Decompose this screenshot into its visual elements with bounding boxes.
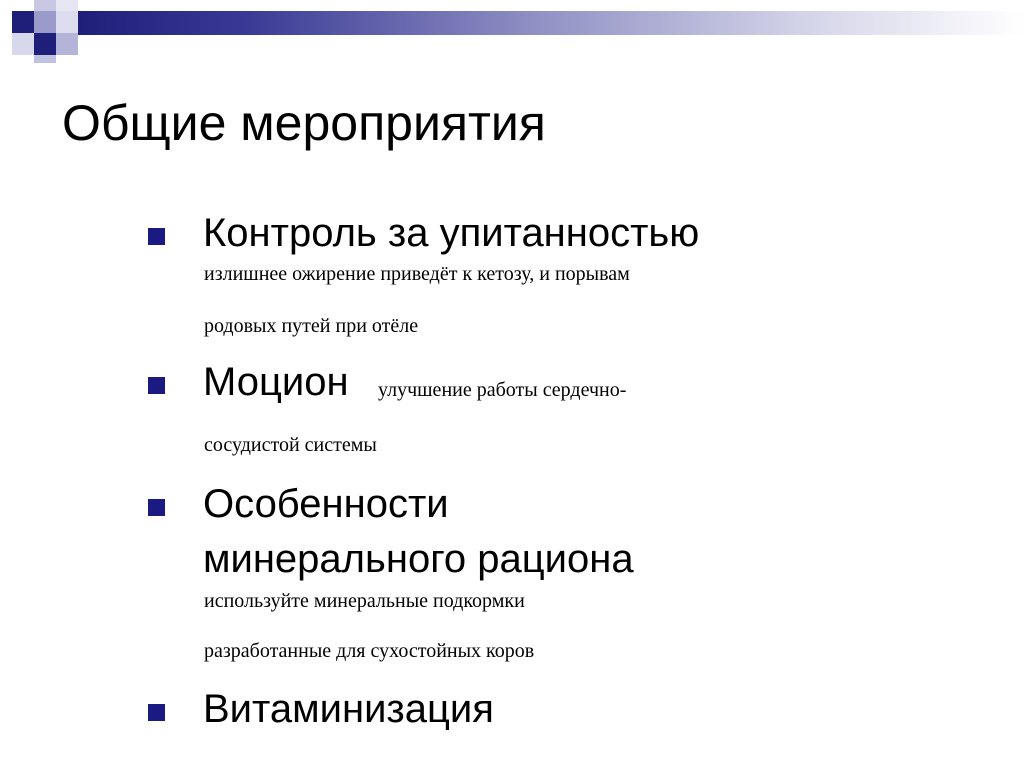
item-heading-vitaminization: Витаминизация xyxy=(203,687,494,731)
item-detail-line: сосудистой системы xyxy=(204,434,377,456)
item-heading-mineral-diet-line2: минерального рациона xyxy=(203,537,634,581)
item-detail-line: родовых путей при отёле xyxy=(204,315,419,337)
item-detail-inline: улучшение работы сердечно- xyxy=(378,379,627,401)
item-heading-exercise: Моцион xyxy=(203,360,349,404)
bullet-square-icon xyxy=(148,499,165,516)
slide-title: Общие мероприятия xyxy=(62,95,546,151)
item-heading-weight-control: Контроль за упитанностью xyxy=(203,211,700,255)
bullet-square-icon xyxy=(148,704,165,721)
item-detail-line: разработанные для сухостойных коров xyxy=(204,640,535,662)
item-detail-line: излишнее ожирение приведёт к кетозу, и порывам xyxy=(204,263,630,285)
header-gradient-bar xyxy=(78,11,1024,35)
item-heading-mineral-diet: Особенности xyxy=(203,482,449,526)
item-detail-line: используйте минеральные подкормки xyxy=(204,590,525,612)
bullet-square-icon xyxy=(148,228,165,245)
bullet-square-icon xyxy=(148,377,165,394)
